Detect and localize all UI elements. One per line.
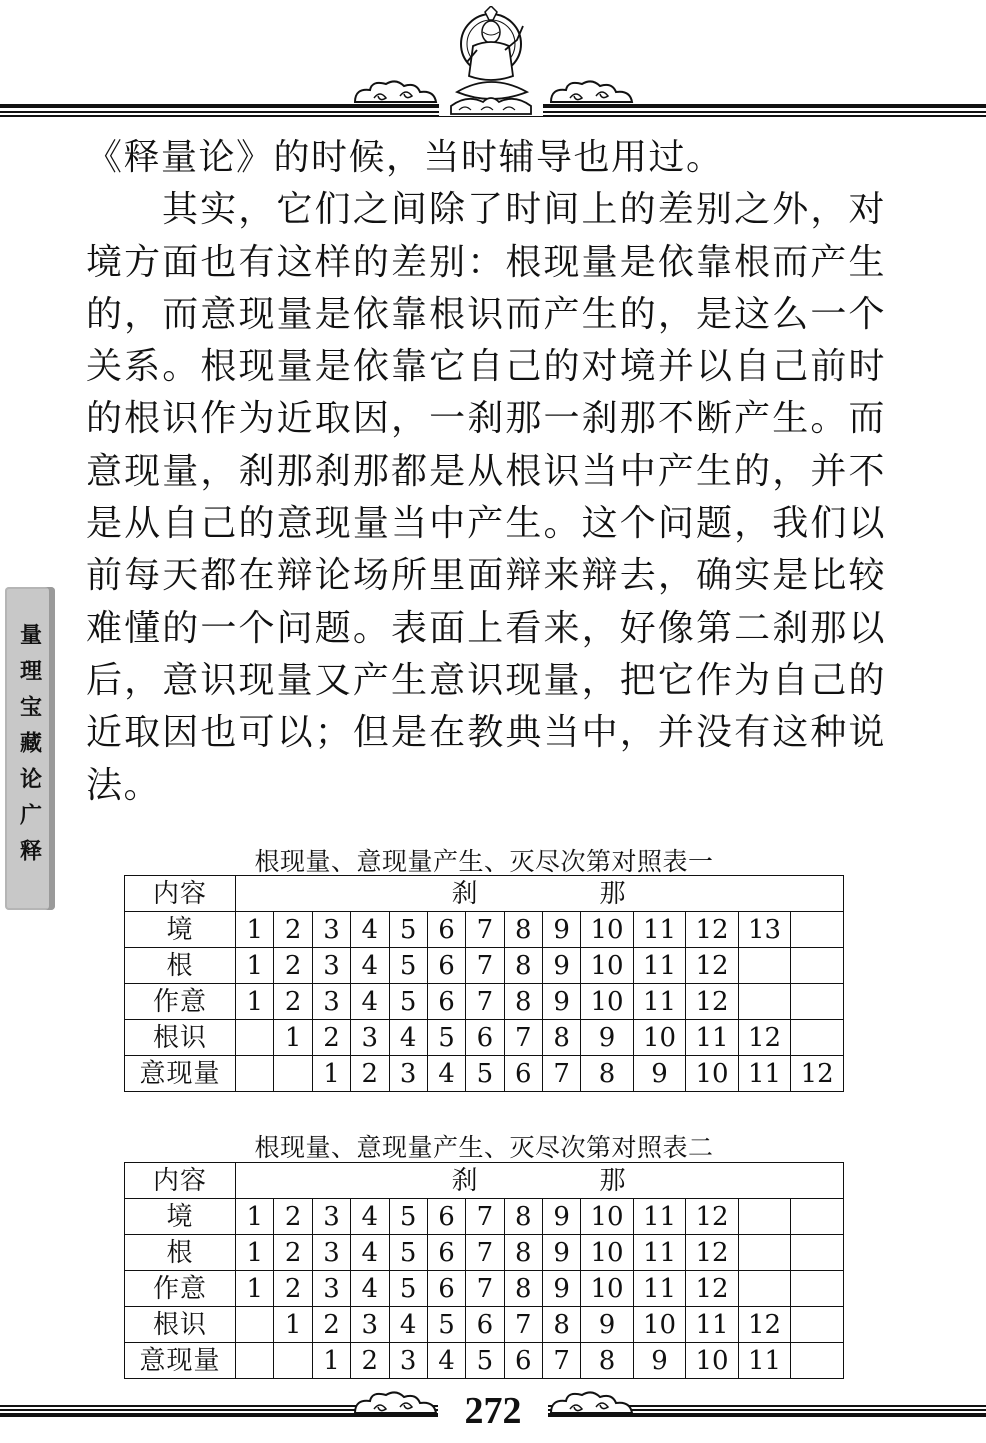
table-cell: 12	[686, 1271, 739, 1307]
row-label-cell: 根	[125, 948, 236, 984]
table-cell: 4	[351, 1271, 389, 1307]
paragraph: 其实，它们之间除了时间上的差别之外，对境方面也有这样的差别：根现量是依靠根而产生的，而意现量是依靠根识而产生的，是这么一个关系。根现量是依靠它自己的对境并以自己前时的根识作为近取因，一刹那一刹那不断产生。而意现量，刹那刹那都是从根识当中产生的，并不是从自己的意现量当中产生。这个问题，我们以前每天都在辩论场所里面辩来辩去，确实是比较难懂的一个问题。表面上看来，好像第二刹那以后，意识现量又产生意识现量，把它作为自己的近取因也可以；但是在教典当中，并没有这种说法。	[86, 189, 886, 806]
table-cell: 10	[581, 984, 634, 1020]
row-label-cell: 根识	[125, 1307, 236, 1343]
table-cell: 12	[686, 948, 739, 984]
table-cell: 7	[466, 1199, 504, 1235]
header-label-cell: 内容	[125, 876, 236, 912]
table-cell: 8	[581, 1343, 634, 1379]
table-cell: 2	[274, 1235, 312, 1271]
table-cell	[791, 1235, 844, 1271]
table-cell	[236, 1307, 274, 1343]
table-cell: 6	[504, 1343, 542, 1379]
table-caption-1: 根现量、意现量产生、灭尽次第对照表一	[254, 847, 714, 876]
table-cell: 11	[738, 1343, 791, 1379]
table-cell: 11	[633, 1271, 686, 1307]
table-cell: 12	[686, 984, 739, 1020]
row-label-cell: 根	[125, 1235, 236, 1271]
table-cell: 12	[686, 1199, 739, 1235]
table-cell: 5	[427, 1307, 465, 1343]
table-cell: 10	[633, 1307, 686, 1343]
table-cell: 1	[236, 1235, 274, 1271]
table-cell: 11	[738, 1056, 791, 1092]
table-cell: 3	[312, 1271, 350, 1307]
row-label-cell: 意现量	[125, 1343, 236, 1379]
table-cell: 5	[389, 948, 427, 984]
table-cell: 4	[351, 912, 389, 948]
table-cell: 11	[633, 1235, 686, 1271]
table-cell: 4	[351, 1235, 389, 1271]
table-cell: 4	[351, 1199, 389, 1235]
table-cell	[791, 1020, 844, 1056]
table-cell	[738, 1235, 791, 1271]
cloud-scroll-icon	[350, 1389, 440, 1419]
table-cell: 4	[427, 1056, 465, 1092]
table-cell	[791, 912, 844, 948]
table-cell: 4	[427, 1343, 465, 1379]
table-cell: 10	[581, 1235, 634, 1271]
table-cell: 8	[581, 1056, 634, 1092]
table-cell: 3	[312, 912, 350, 948]
table-cell: 12	[738, 1307, 791, 1343]
table-cell: 7	[466, 1235, 504, 1271]
table-cell	[738, 1199, 791, 1235]
table-row	[125, 1307, 844, 1343]
table-cell: 7	[466, 984, 504, 1020]
table-cell: 2	[274, 912, 312, 948]
table-cell: 5	[389, 984, 427, 1020]
table-cell: 13	[738, 912, 791, 948]
table-cell: 7	[504, 1020, 542, 1056]
table-cell: 8	[504, 1199, 542, 1235]
table-cell: 9	[633, 1056, 686, 1092]
table-cell: 3	[351, 1020, 389, 1056]
table-cell: 11	[633, 948, 686, 984]
row-label-cell: 意现量	[125, 1056, 236, 1092]
table-cell: 8	[542, 1307, 580, 1343]
seated-deity-icon	[437, 6, 545, 118]
table-cell: 8	[504, 1235, 542, 1271]
table-cell: 4	[351, 984, 389, 1020]
table-cell: 5	[389, 1271, 427, 1307]
table-cell: 3	[389, 1056, 427, 1092]
table-cell: 8	[504, 948, 542, 984]
cloud-scroll-icon	[350, 78, 440, 108]
table-cell	[738, 984, 791, 1020]
header-merged-cell	[236, 1163, 844, 1199]
table-cell: 2	[274, 1199, 312, 1235]
table-cell: 1	[236, 1199, 274, 1235]
table-header-row	[125, 876, 844, 912]
table-cell: 2	[351, 1343, 389, 1379]
table-cell: 2	[274, 984, 312, 1020]
cloud-scroll-icon	[546, 78, 636, 108]
table-cell: 3	[312, 984, 350, 1020]
table-cell: 11	[633, 1199, 686, 1235]
header-glyph: 那	[599, 878, 628, 909]
table-row	[125, 912, 844, 948]
table-cell: 6	[427, 1199, 465, 1235]
table-cell: 1	[236, 984, 274, 1020]
row-label-cell: 境	[125, 1199, 236, 1235]
table-cell	[738, 948, 791, 984]
table-cell: 7	[466, 1271, 504, 1307]
table-cell	[791, 1271, 844, 1307]
table-cell: 10	[686, 1343, 739, 1379]
table-row	[125, 1271, 844, 1307]
table-cell: 2	[274, 1271, 312, 1307]
table-cell: 8	[504, 984, 542, 1020]
header-label-cell: 内容	[125, 1163, 236, 1199]
table-cell: 9	[542, 1271, 580, 1307]
table-cell: 4	[389, 1020, 427, 1056]
table-row	[125, 948, 844, 984]
table-cell: 6	[427, 1271, 465, 1307]
body-text	[86, 132, 886, 812]
table-cell: 8	[504, 912, 542, 948]
cloud-scroll-icon	[546, 1389, 636, 1419]
table-cell: 3	[312, 1235, 350, 1271]
table-cell: 7	[542, 1056, 580, 1092]
table-cell	[274, 1056, 312, 1092]
page-number: 272	[464, 1390, 522, 1432]
table-cell: 5	[427, 1020, 465, 1056]
table-cell: 2	[274, 948, 312, 984]
row-label-cell: 作意	[125, 1271, 236, 1307]
table-cell: 1	[312, 1056, 350, 1092]
row-label-cell: 境	[125, 912, 236, 948]
header-glyph: 那	[599, 1165, 628, 1196]
table-cell: 1	[274, 1020, 312, 1056]
table-cell: 7	[542, 1343, 580, 1379]
table-cell: 12	[686, 1235, 739, 1271]
table-cell: 6	[427, 912, 465, 948]
table-caption-2: 根现量、意现量产生、灭尽次第对照表二	[254, 1133, 714, 1162]
table-cell: 6	[466, 1020, 504, 1056]
table-cell: 5	[389, 1199, 427, 1235]
table-row	[125, 1199, 844, 1235]
table-cell: 10	[581, 1199, 634, 1235]
table-cell	[236, 1343, 274, 1379]
page-header	[0, 0, 986, 125]
table-cell: 9	[581, 1020, 634, 1056]
header-merged-cell	[236, 876, 844, 912]
paragraph-continuation: 《释量论》的时候，当时辅导也用过。	[86, 137, 724, 178]
table-cell: 11	[686, 1020, 739, 1056]
table-cell: 8	[504, 1271, 542, 1307]
table-cell	[236, 1056, 274, 1092]
table-cell: 10	[581, 948, 634, 984]
table-cell: 1	[236, 1271, 274, 1307]
table-cell	[791, 984, 844, 1020]
table-cell: 6	[504, 1056, 542, 1092]
table-cell	[791, 1307, 844, 1343]
table-cell: 5	[389, 1235, 427, 1271]
table-cell: 10	[686, 1056, 739, 1092]
table-cell: 5	[466, 1056, 504, 1092]
table-row	[125, 984, 844, 1020]
table-cell: 3	[351, 1307, 389, 1343]
row-label-cell: 根识	[125, 1020, 236, 1056]
comparison-table-1	[124, 875, 844, 1092]
table-cell: 9	[542, 912, 580, 948]
table-cell: 9	[581, 1307, 634, 1343]
table-cell: 8	[542, 1020, 580, 1056]
table-header-row	[125, 1163, 844, 1199]
table-cell: 7	[466, 948, 504, 984]
table-cell: 11	[633, 984, 686, 1020]
table-cell: 1	[312, 1343, 350, 1379]
table-cell: 6	[466, 1307, 504, 1343]
comparison-table-2	[124, 1162, 844, 1379]
table-cell	[791, 1343, 844, 1379]
header-glyph: 刹	[451, 1165, 480, 1196]
table-cell: 3	[312, 1199, 350, 1235]
table-cell: 2	[351, 1056, 389, 1092]
table-cell	[274, 1343, 312, 1379]
table-cell: 12	[686, 912, 739, 948]
table-cell	[791, 948, 844, 984]
side-tab-book-title: 量理宝藏论广释	[5, 587, 55, 910]
table-row	[125, 1343, 844, 1379]
table-cell: 9	[633, 1343, 686, 1379]
table-cell: 10	[581, 912, 634, 948]
table-cell: 6	[427, 948, 465, 984]
table-cell: 10	[633, 1020, 686, 1056]
table-cell: 2	[312, 1020, 350, 1056]
table-cell: 2	[312, 1307, 350, 1343]
table-cell: 9	[542, 984, 580, 1020]
table-cell: 11	[633, 912, 686, 948]
table-cell: 9	[542, 948, 580, 984]
table-cell: 10	[581, 1271, 634, 1307]
table-cell: 5	[466, 1343, 504, 1379]
table-cell: 7	[504, 1307, 542, 1343]
table-cell: 1	[236, 912, 274, 948]
table-cell: 4	[351, 948, 389, 984]
table-cell: 5	[389, 912, 427, 948]
table-cell: 9	[542, 1235, 580, 1271]
table-cell: 11	[686, 1307, 739, 1343]
table-row	[125, 1056, 844, 1092]
table-cell: 6	[427, 984, 465, 1020]
table-cell	[738, 1271, 791, 1307]
table-cell: 12	[791, 1056, 844, 1092]
row-label-cell: 作意	[125, 984, 236, 1020]
table-cell: 12	[738, 1020, 791, 1056]
table-row	[125, 1020, 844, 1056]
table-cell	[236, 1020, 274, 1056]
header-glyph: 刹	[451, 878, 480, 909]
table-cell: 1	[274, 1307, 312, 1343]
table-cell: 1	[236, 948, 274, 984]
table-cell: 4	[389, 1307, 427, 1343]
table-row	[125, 1235, 844, 1271]
table-cell: 6	[427, 1235, 465, 1271]
table-cell: 7	[466, 912, 504, 948]
table-cell: 3	[312, 948, 350, 984]
table-cell: 3	[389, 1343, 427, 1379]
table-cell: 9	[542, 1199, 580, 1235]
table-cell	[791, 1199, 844, 1235]
